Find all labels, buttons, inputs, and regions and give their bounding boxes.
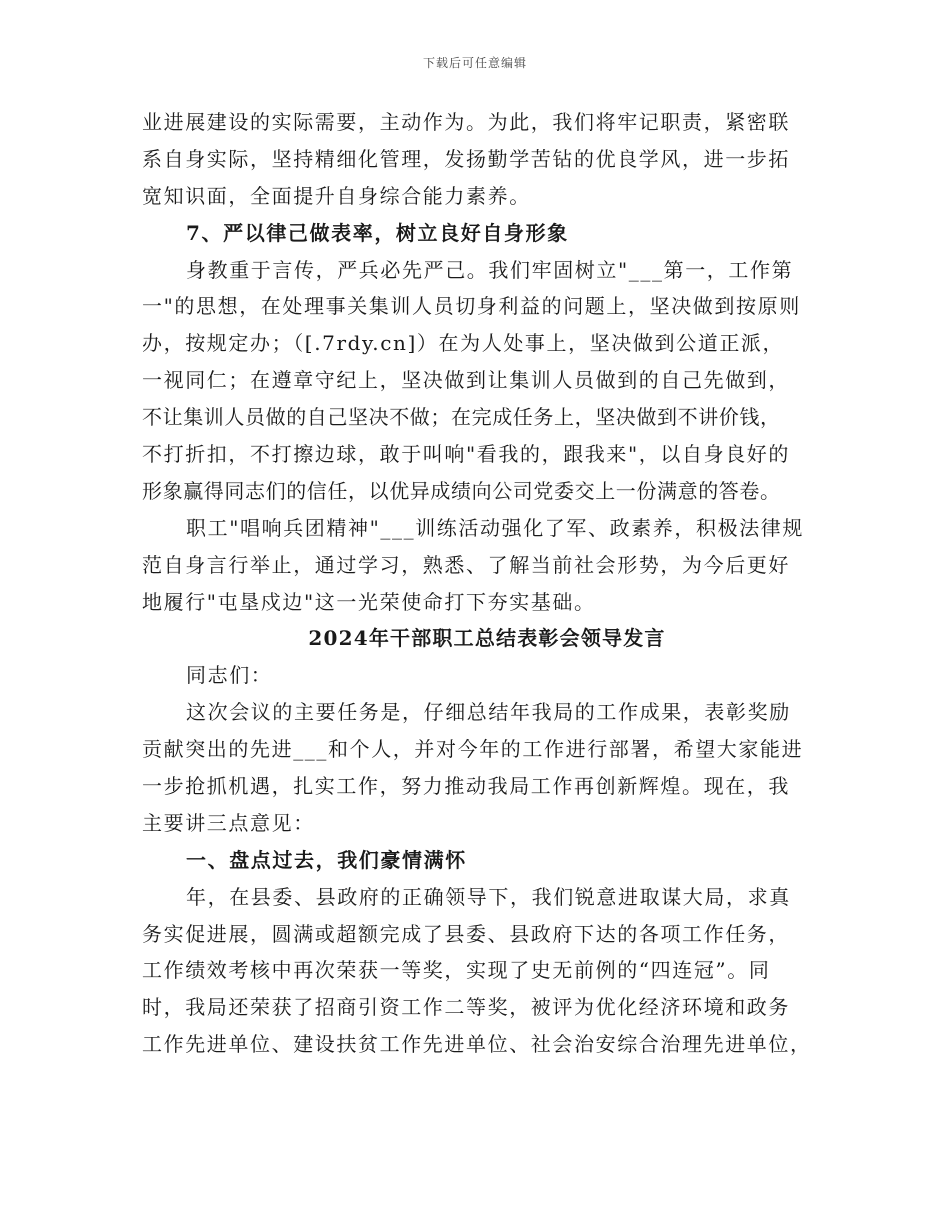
paragraph-line: 身教重于言传，严兵必先严己。我们牢固树立"___第一，工作第 — [186, 257, 794, 282]
document-title: 2024年干部职工总结表彰会领导发言 — [308, 626, 666, 651]
paragraph-line: 一"的思想，在处理事关集训人员切身利益的问题上，坚决做到按原则 — [142, 294, 801, 319]
paragraph-line: 工作先进单位、建设扶贫工作先进单位、社会治安综合治理先进单位， — [142, 1032, 812, 1057]
paragraph-line: 贡献突出的先进___和个人，并对今年的工作进行部署，希望大家能进 — [142, 737, 804, 762]
document-body — [142, 104, 832, 1063]
paragraph-line: 系自身实际，坚持精细化管理，发扬勤学苦钻的优良学风，进一步拓 — [142, 146, 790, 171]
salutation: 同志们： — [186, 663, 273, 688]
paragraph-line: 年，在县委、县政府的正确领导下，我们锐意进取谋大局，求真 — [186, 884, 791, 909]
paragraph-line: 地履行"屯垦戍边"这一光荣使命打下夯实基础。 — [142, 589, 596, 614]
paragraph-line: 办，按规定办；（[.7rdy.cn]）在为人处事上，坚决做到公道正派， — [142, 331, 785, 356]
paragraph-line: 主要讲三点意见： — [142, 810, 315, 835]
section-heading: 一、盘点过去，我们豪情满怀 — [186, 847, 467, 872]
paragraph-line: 范自身言行举止，通过学习，熟悉、了解当前社会形势，为今后更好 — [142, 552, 790, 577]
header-note: 下载后可任意编辑 — [422, 56, 527, 70]
paragraph-line: 宽知识面，全面提升自身综合能力素养。 — [142, 183, 531, 208]
paragraph-line: 工作绩效考核中再次荣获一等奖，实现了史无前例的“四连冠”。同 — [142, 958, 771, 983]
paragraph-line: 时，我局还荣获了招商引资工作二等奖，被评为优化经济环境和政务 — [142, 995, 790, 1020]
paragraph-line: 职工"唱响兵团精神"___训练活动强化了军、政素养，积极法律规 — [186, 515, 804, 540]
paragraph-line: 一步抢抓机遇，扎实工作，努力推动我局工作再创新辉煌。现在，我 — [142, 774, 790, 799]
section-heading: 7、严以律己做表率，树立良好自身形象 — [186, 220, 569, 245]
paragraph-line: 业进展建设的实际需要，主动作为。为此，我们将牢记职责，紧密联 — [142, 110, 790, 134]
paragraph-line: 不打折扣，不打擦边球，敢于叫响"看我的，跟我来"，以自身良好的 — [142, 442, 790, 467]
paragraph-line: 一视同仁；在遵章守纪上，坚决做到让集训人员做到的自己先做到， — [142, 368, 790, 393]
paragraph-line: 形象赢得同志们的信任，以优异成绩向公司党委交上一份满意的答卷。 — [142, 478, 781, 503]
paragraph-line: 务实促进展，圆满或超额完成了县委、县政府下达的各项工作任务， — [142, 921, 790, 946]
paragraph-line: 不让集训人员做的自己坚决不做；在完成任务上，坚决做到不讲价钱， — [142, 405, 781, 430]
paragraph-line: 这次会议的主要任务是，仔细总结年我局的工作成果，表彰奖励 — [186, 700, 791, 725]
